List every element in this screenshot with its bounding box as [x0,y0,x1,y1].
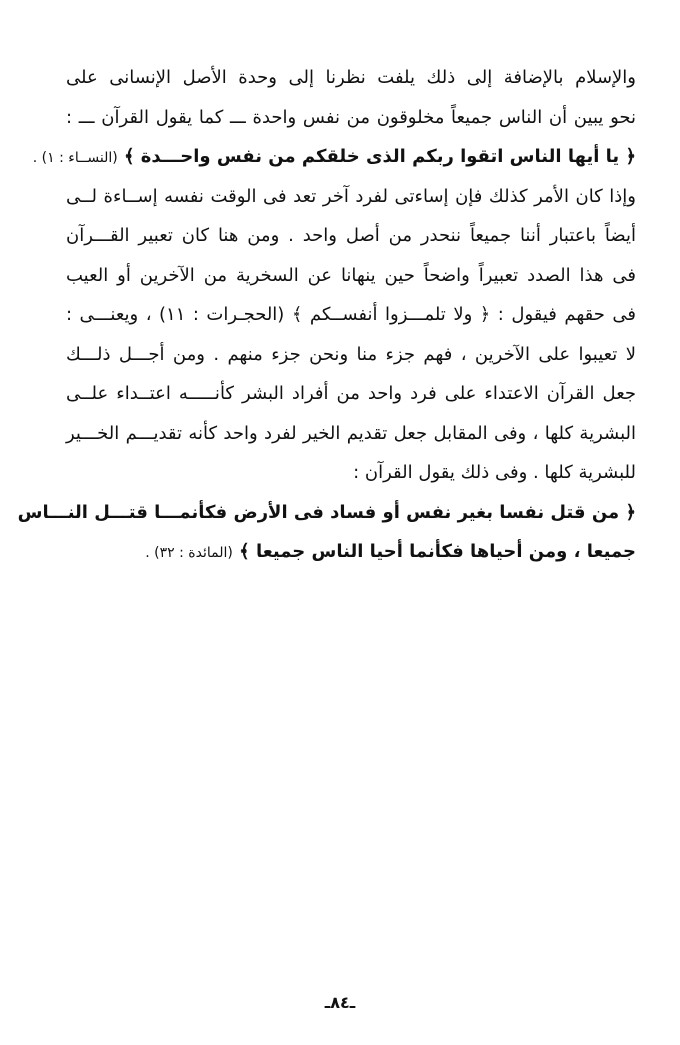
text-line-10: البشرية كلها ، وفى المقابل جعل تقديم الخير لفرد واحد كأنه تقديـــم الخـــير [66,422,636,444]
text-line-2: نحو يبين أن الناس جميعاً مخلوقون من نفس واحدة ـــ كما يقول القرآن ـــ : [66,106,636,128]
body-text [17,58,636,572]
text-line-11: للبشرية كلها . وفى ذلك يقول القرآن : [353,462,636,483]
verse-text: ﴿ يا أيها الناس اتقوا ربكم الذى خلقكم من نفس واحـــدة ﴾ [123,146,636,167]
quran-verse-line-2: ﴿ من قتل نفسا بغير نفس أو فساد فى الأرض فكأنمـــا قتـــل النـــاس [17,501,636,523]
quran-verse-line-1 [32,137,636,177]
text-line-4: وإذا كان الأمر كذلك فإن إساءتى لفرد آخر تعد فى الوقت نفسه إســاءة لــى [66,185,636,207]
text-line-7: فى حقهم فيقول : ﴿ ولا تلمـــزوا أنفســكم ﴾ (الحجـرات : ١١) ، ويعنـــى : [66,304,636,325]
verse-text: جميعا ، ومن أحياها فكأنما أحيا الناس جميعا ﴾ [239,541,636,562]
text-line-5: أيضاً باعتبار أننا جميعاً ننحدر من أصل واحد . ومن هنا كان تعبير القـــرآن [66,225,636,246]
text-line-9: جعل القرآن الاعتداء على فرد واحد من أفراد البشر كأنـــــه اعتــداء علــى [66,383,636,404]
text-line-6: فى هذا الصدد تعبيراً واضحاً حين ينهانا عن السخرية من الآخرين أو العيب [66,264,636,286]
verse-citation: (المائدة : ٣٢) . [145,545,233,561]
verse-citation: (النســاء : ١) . [32,150,118,166]
page-number: ـ٨٤ـ [324,993,356,1012]
quran-verse-line-3 [66,532,636,572]
text-line-8: لا تعيبوا على الآخرين ، فهم جزء منا ونحن جزء منهم . ومن أجـــل ذلـــك [66,343,636,365]
text-line-1: والإسلام بالإضافة إلى ذلك يلفت نظرنا إلى وحدة الأصل الإنسانى على [66,67,636,88]
